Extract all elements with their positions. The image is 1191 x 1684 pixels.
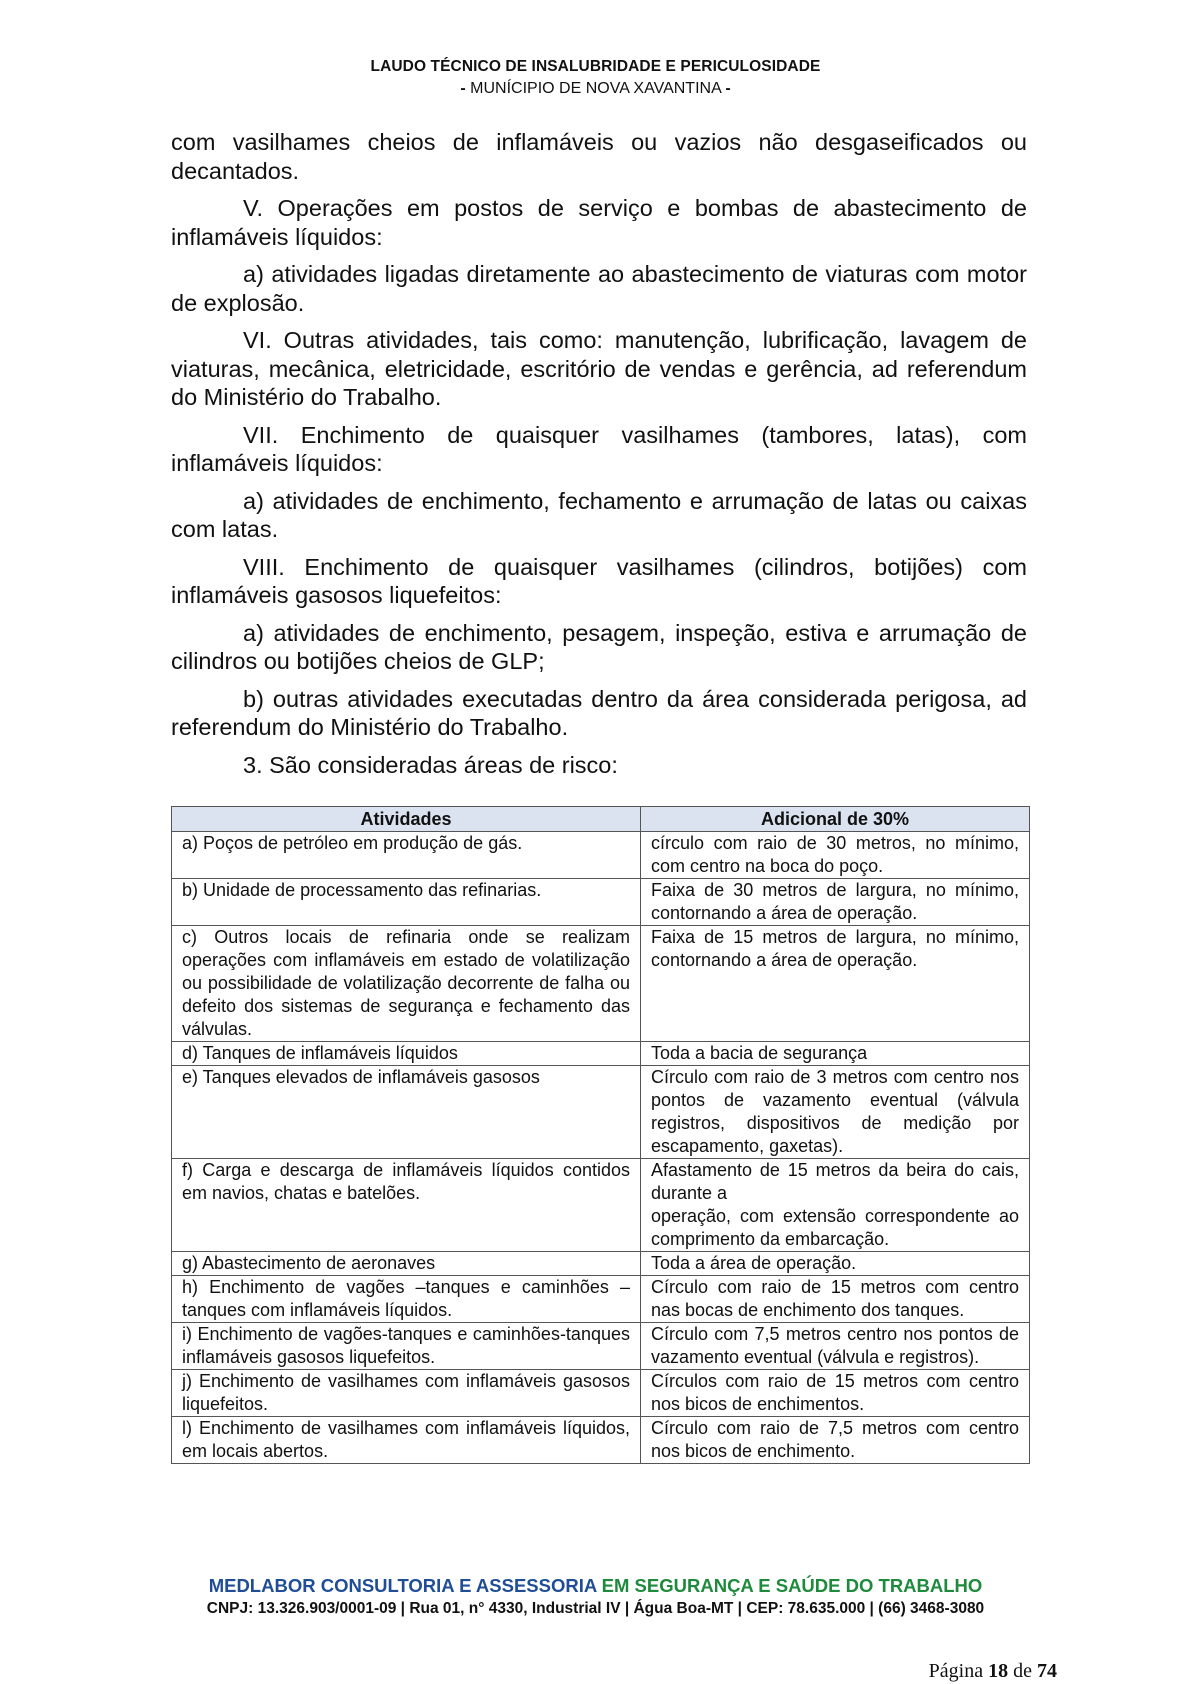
report-subtitle: MUNÍCIPIO DE NOVA XAVANTINA [470, 80, 721, 97]
table-cell-activity: h) Enchimento de vagões –tanques e caminhões –tanques com inflamáveis líquidos. [172, 1276, 641, 1323]
table-row [172, 1066, 1030, 1159]
subtitle-dash-right: - [725, 80, 731, 97]
report-subtitle-line [0, 78, 1191, 100]
table-cell-activity: b) Unidade de processamento das refinarias. [172, 879, 641, 926]
table-cell-activity: e) Tanques elevados de inflamáveis gasosos [172, 1066, 641, 1159]
paragraph-item-vi: VI. Outras atividades, tais como: manutenção, lubrificação, lavagem de viaturas, mecânica, eletricidade, escritório de vendas e gerência, ad referendum do Ministério do Trabalho. [171, 327, 1027, 410]
report-title: LAUDO TÉCNICO DE INSALUBRIDADE E PERICULOSIDADE [370, 58, 821, 75]
paragraph-item-v-a: a) atividades ligadas diretamente ao abastecimento de viaturas com motor de explosão. [171, 261, 1027, 316]
table-cell-area: Círculo com raio de 3 metros com centro nos pontos de vazamento eventual (válvula registros, dispositivos de medição por escapamento, gaxetas). [641, 1066, 1030, 1159]
page-number-total: 74 [1037, 1660, 1057, 1682]
table-cell-activity: j) Enchimento de vasilhames com inflamáveis gasosos liquefeitos. [172, 1370, 641, 1417]
footer-address: CNPJ: 13.326.903/0001-09 | Rua 01, n° 4330, Industrial IV | Água Boa-MT | CEP: 78.635.000 | (66) 3468-3080 [206, 1600, 985, 1617]
subtitle-dash-left: - [460, 80, 466, 97]
page-footer [0, 1574, 1191, 1620]
table-header-row [172, 807, 1030, 832]
column-header-additional: Adicional de 30% [641, 807, 1030, 832]
table-row [172, 1252, 1030, 1276]
page-header [0, 56, 1191, 100]
table-cell-area: Toda a área de operação. [641, 1252, 1030, 1276]
footer-company-name: MEDLABOR CONSULTORIA E ASSESSORIA [208, 1575, 597, 1596]
table-cell-activity: c) Outros locais de refinaria onde se realizam operações com inflamáveis em estado de volatilização ou possibilidade de volatilização decorrente de falha ou defeito dos sistemas de segurança e fechamento das válvulas. [172, 926, 641, 1042]
table-cell-activity: g) Abastecimento de aeronaves [172, 1252, 641, 1276]
table-row [172, 879, 1030, 926]
table-row [172, 1417, 1030, 1464]
risk-areas-table [171, 806, 1030, 1464]
table-cell-area: Círculo com 7,5 metros centro nos pontos de vazamento eventual (válvula e registros). [641, 1323, 1030, 1370]
table-cell-activity: l) Enchimento de vasilhames com inflamáveis líquidos, em locais abertos. [172, 1417, 641, 1464]
paragraph-item-viii: VIII. Enchimento de quaisquer vasilhames (cilindros, botijões) com inflamáveis gasosos liquefeitos: [171, 553, 1027, 608]
table-row [172, 1042, 1030, 1066]
paragraph-item-vii-a: a) atividades de enchimento, fechamento e arrumação de latas ou caixas com latas. [171, 487, 1027, 542]
table-row [172, 1276, 1030, 1323]
table-cell-area: Afastamento de 15 metros da beira do cais, durante a operação, com extensão correspondente ao comprimento da embarcação. [641, 1159, 1030, 1252]
table-row [172, 1370, 1030, 1417]
table-cell-activity: i) Enchimento de vagões-tanques e caminhões-tanques inflamáveis gasosos liquefeitos. [172, 1323, 641, 1370]
table-cell-activity: a) Poços de petróleo em produção de gás. [172, 832, 641, 879]
footer-company-tagline: EM SEGURANÇA E SAÚDE DO TRABALHO [601, 1575, 983, 1596]
paragraph-continuation: com vasilhames cheios de inflamáveis ou vazios não desgaseificados ou decantados. [171, 129, 1027, 184]
table-cell-area: Toda a bacia de segurança [641, 1042, 1030, 1066]
paragraph-item-vii: VII. Enchimento de quaisquer vasilhames (tambores, latas), com inflamáveis líquidos: [171, 421, 1027, 476]
table-cell-area: Faixa de 30 metros de largura, no mínimo, contornando a área de operação. [641, 879, 1030, 926]
table-cell-area: Círculos com raio de 15 metros com centro nos bicos de enchimentos. [641, 1370, 1030, 1417]
table-cell-area: Círculo com raio de 7,5 metros com centro nos bicos de enchimento. [641, 1417, 1030, 1464]
paragraph-item-viii-a: a) atividades de enchimento, pesagem, inspeção, estiva e arrumação de cilindros ou botijões cheios de GLP; [171, 619, 1027, 674]
page-number-sep: de [1013, 1660, 1032, 1682]
table-cell-area: Círculo com raio de 15 metros com centro nas bocas de enchimento dos tanques. [641, 1276, 1030, 1323]
page-number [929, 1660, 1057, 1682]
footer-company-line [0, 1574, 1191, 1598]
table-cell-area: Faixa de 15 metros de largura, no mínimo, contornando a área de operação. [641, 926, 1030, 1042]
paragraph-item-v: V. Operações em postos de serviço e bombas de abastecimento de inflamáveis líquidos: [171, 195, 1027, 250]
body-text [171, 128, 1027, 788]
table-row [172, 1323, 1030, 1370]
table-cell-activity: d) Tanques de inflamáveis líquidos [172, 1042, 641, 1066]
page-number-label: Página [928, 1660, 984, 1682]
table-cell-area: círculo com raio de 30 metros, no mínimo, com centro na boca do poço. [641, 832, 1030, 879]
paragraph-risk-areas-intro: 3. São consideradas áreas de risco: [243, 751, 618, 778]
table-row [172, 1159, 1030, 1252]
paragraph-item-viii-b: b) outras atividades executadas dentro da área considerada perigosa, ad referendum do Ministério do Trabalho. [171, 685, 1027, 740]
column-header-activities: Atividades [172, 807, 641, 832]
page-number-current: 18 [988, 1660, 1009, 1682]
table-row [172, 832, 1030, 879]
table-row [172, 926, 1030, 1042]
table-cell-activity: f) Carga e descarga de inflamáveis líquidos contidos em navios, chatas e batelões. [172, 1159, 641, 1252]
